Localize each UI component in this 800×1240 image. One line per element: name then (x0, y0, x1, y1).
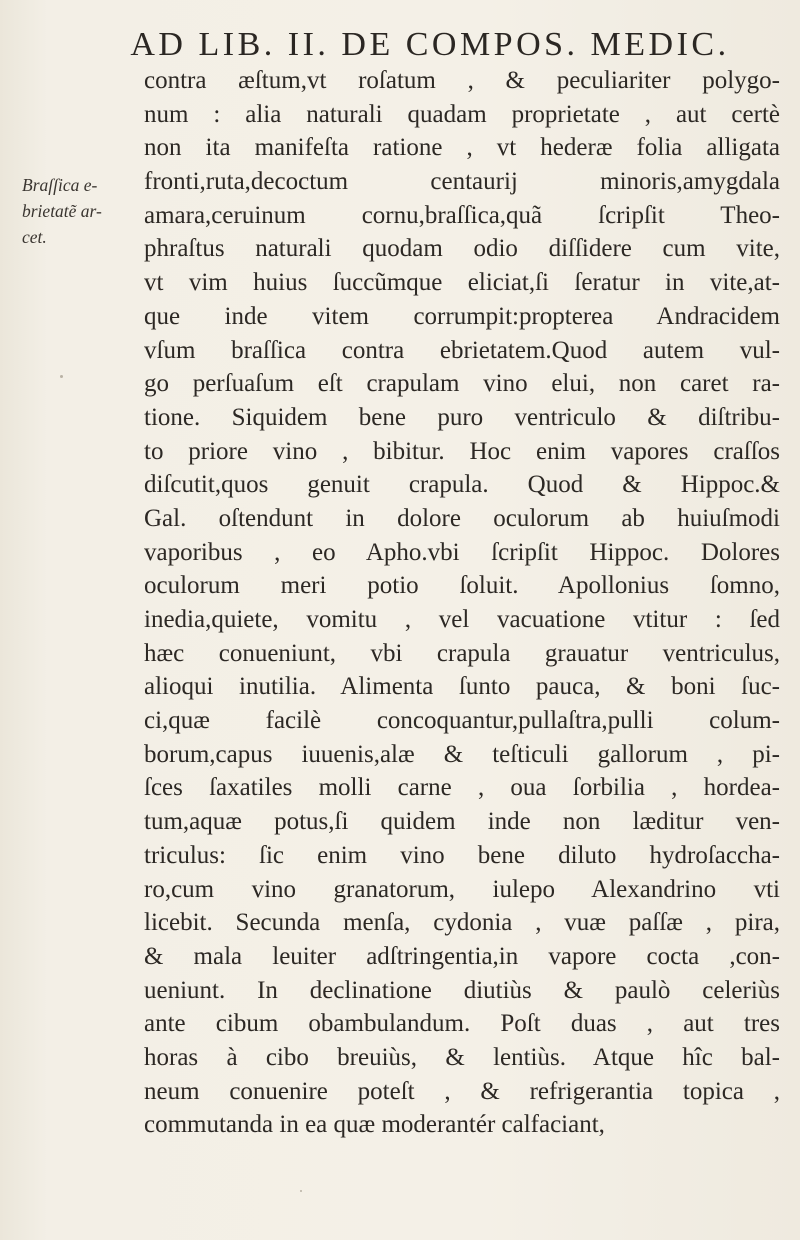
text-line: neum conuenire poteſt , & refrigerantia topica , (144, 1077, 780, 1105)
text-line: horas à cibo breuiùs, & lentiùs. Atque hîc bal- (144, 1043, 780, 1071)
text-line: contra æſtum,vt roſatum , & peculiariter polygo- (144, 67, 780, 94)
text-line: vſum braſſica contra ebrietatem.Quod autem vul- (144, 336, 780, 364)
text-line: ro,cum vino granatorum, iulepo Alexandrino vti (144, 875, 780, 903)
text-line: Gal. oſtendunt in dolore oculorum ab huiuſmodi (144, 504, 780, 532)
text-line: non ita manifeſta ratione , vt hederæ folia alligata (144, 134, 780, 162)
text-line: triculus: ſic enim vino bene diluto hydroſaccha- (144, 841, 780, 869)
text-line: borum,capus iuuenis,alæ & teſticuli gallorum , pi- (144, 740, 780, 768)
text-line: que inde vitem corrumpit:propterea Andracidem (144, 302, 780, 330)
margin-note (22, 172, 132, 250)
text-line: & mala leuiter adſtringentia,in vapore cocta ,con- (144, 942, 780, 970)
text-line: to priore vino , bibitur. Hoc enim vapores craſſos (144, 437, 780, 465)
text-line: commutanda in ea quæ moderantér calfaciant, (144, 1111, 605, 1139)
text-line: tione. Siquidem bene puro ventriculo & diſtribu- (144, 403, 780, 431)
text-line: vaporibus , eo Apho.vbi ſcripſit Hippoc. Dolores (144, 538, 780, 566)
margin-note-line: Braſſica e- (22, 175, 98, 195)
text-line: licebit. Secunda menſa, cydonia , vuæ paſſæ , pira, (144, 909, 780, 937)
text-line: fronti,ruta,decoctum centaurij minoris,amygdala (144, 168, 780, 196)
text-line: diſcutit,quos genuit crapula. Quod & Hippoc.& (144, 471, 780, 499)
text-line: ueniunt. In declinatione diutiùs & paulò celeriùs (144, 976, 780, 1004)
running-header: AD LIB. II. DE COMPOS. MEDIC. (130, 26, 730, 63)
text-line: tum,aquæ potus,ſi quidem inde non læditur ven- (144, 808, 780, 836)
text-line: go perſuaſum eſt crapulam vino elui, non caret ra- (144, 370, 780, 398)
paper-speck (300, 1190, 302, 1192)
text-line: ante cibum obambulandum. Poſt duas , aut tres (144, 1010, 780, 1038)
margin-note-line: cet. (22, 227, 47, 247)
text-line: alioqui inutilia. Alimenta ſunto pauca, & boni ſuc- (144, 673, 780, 701)
text-line: ci,quæ facilè concoquantur,pullaſtra,pulli colum- (144, 707, 780, 735)
paper-speck (60, 375, 63, 378)
text-line: num : alia naturali quadam proprietate , aut certè (144, 100, 780, 128)
text-line: phraſtus naturali quodam odio diſſidere cum vite, (144, 235, 780, 263)
text-line: vt vim huius ſuccũmque eliciat,ſi ſeratur in vite,at- (144, 269, 780, 297)
text-line: oculorum meri potio ſoluit. Apollonius ſomno, (144, 572, 780, 600)
body-text (144, 64, 780, 1142)
text-line: amara,ceruinum cornu,braſſica,quã ſcripſit Theo- (144, 201, 780, 229)
text-line: ſces ſaxatiles molli carne , oua ſorbilia , hordea- (144, 774, 780, 802)
text-line: hæc conueniunt, vbi crapula grauatur ventriculus, (144, 639, 780, 667)
text-line: inedia,quiete, vomitu , vel vacuatione vtitur : ſed (144, 606, 780, 633)
margin-note-line: brietatẽ ar- (22, 201, 102, 221)
